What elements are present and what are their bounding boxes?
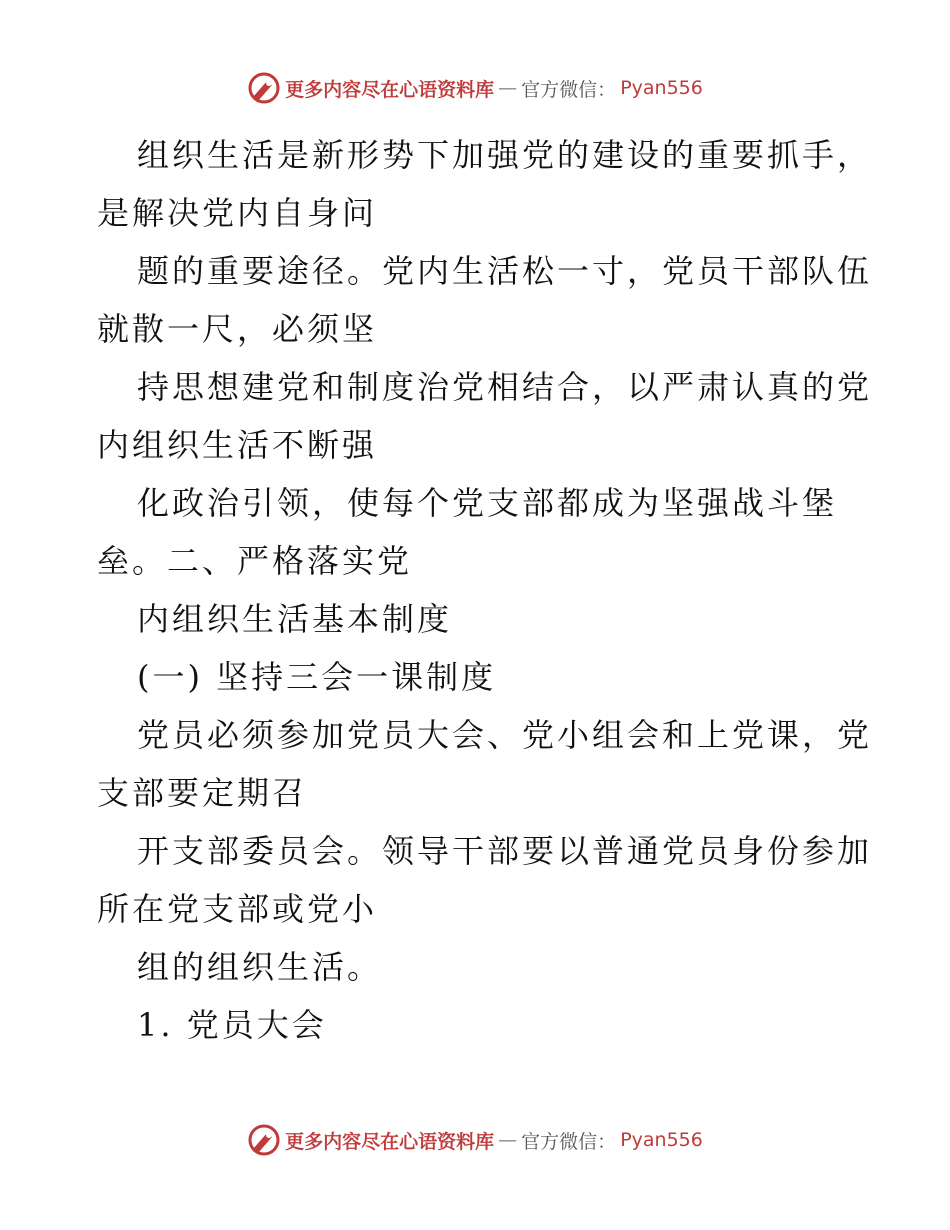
text-line: 开支部委员会。领导干部要以普通党员身份参加 xyxy=(137,832,873,870)
text-line: 组的组织生活。 xyxy=(137,948,383,986)
text-line: 支部要定期召 xyxy=(97,774,308,812)
text-line: 题的重要途径。党内生活松一寸，党员干部队伍 xyxy=(137,252,873,290)
text-line: 内组织生活不断强 xyxy=(97,426,378,464)
text-line: 所在党支部或党小 xyxy=(97,890,378,928)
header-watermark xyxy=(0,68,950,108)
document-body xyxy=(97,126,873,1054)
text-line: 就散一尺，必须坚 xyxy=(97,310,378,348)
footer-watermark xyxy=(0,1120,950,1160)
text-line: 垒。二、严格落实党 xyxy=(97,542,413,580)
watermark-brand: 更多内容尽在心语资料库 xyxy=(285,78,495,101)
text-line: 持思想建党和制度治党相结合，以严肃认真的党 xyxy=(137,368,873,406)
watermark-separator: — xyxy=(498,77,518,99)
watermark-label: 官方微信： xyxy=(521,1130,617,1153)
watermark-separator: — xyxy=(498,1129,518,1151)
watermark-wechat-id: Pyan556 xyxy=(620,77,703,99)
text-line: 化政治引领，使每个党支部都成为坚强战斗堡 xyxy=(137,484,838,522)
pen-logo-icon xyxy=(247,71,281,105)
pen-logo-icon xyxy=(247,1123,281,1157)
text-line: 组织生活是新形势下加强党的建设的重要抓手， xyxy=(137,136,873,174)
numbered-heading: 1. 党员大会 xyxy=(137,1006,327,1044)
watermark-label: 官方微信： xyxy=(521,78,617,101)
section-heading: 内组织生活基本制度 xyxy=(137,600,453,638)
watermark-brand: 更多内容尽在心语资料库 xyxy=(285,1130,495,1153)
watermark-wechat-id: Pyan556 xyxy=(620,1129,703,1151)
text-line: 党员必须参加党员大会、党小组会和上党课，党 xyxy=(137,716,873,754)
text-line: 是解决党内自身问 xyxy=(97,194,378,232)
subsection-heading: (一) 坚持三会一课制度 xyxy=(137,658,497,696)
